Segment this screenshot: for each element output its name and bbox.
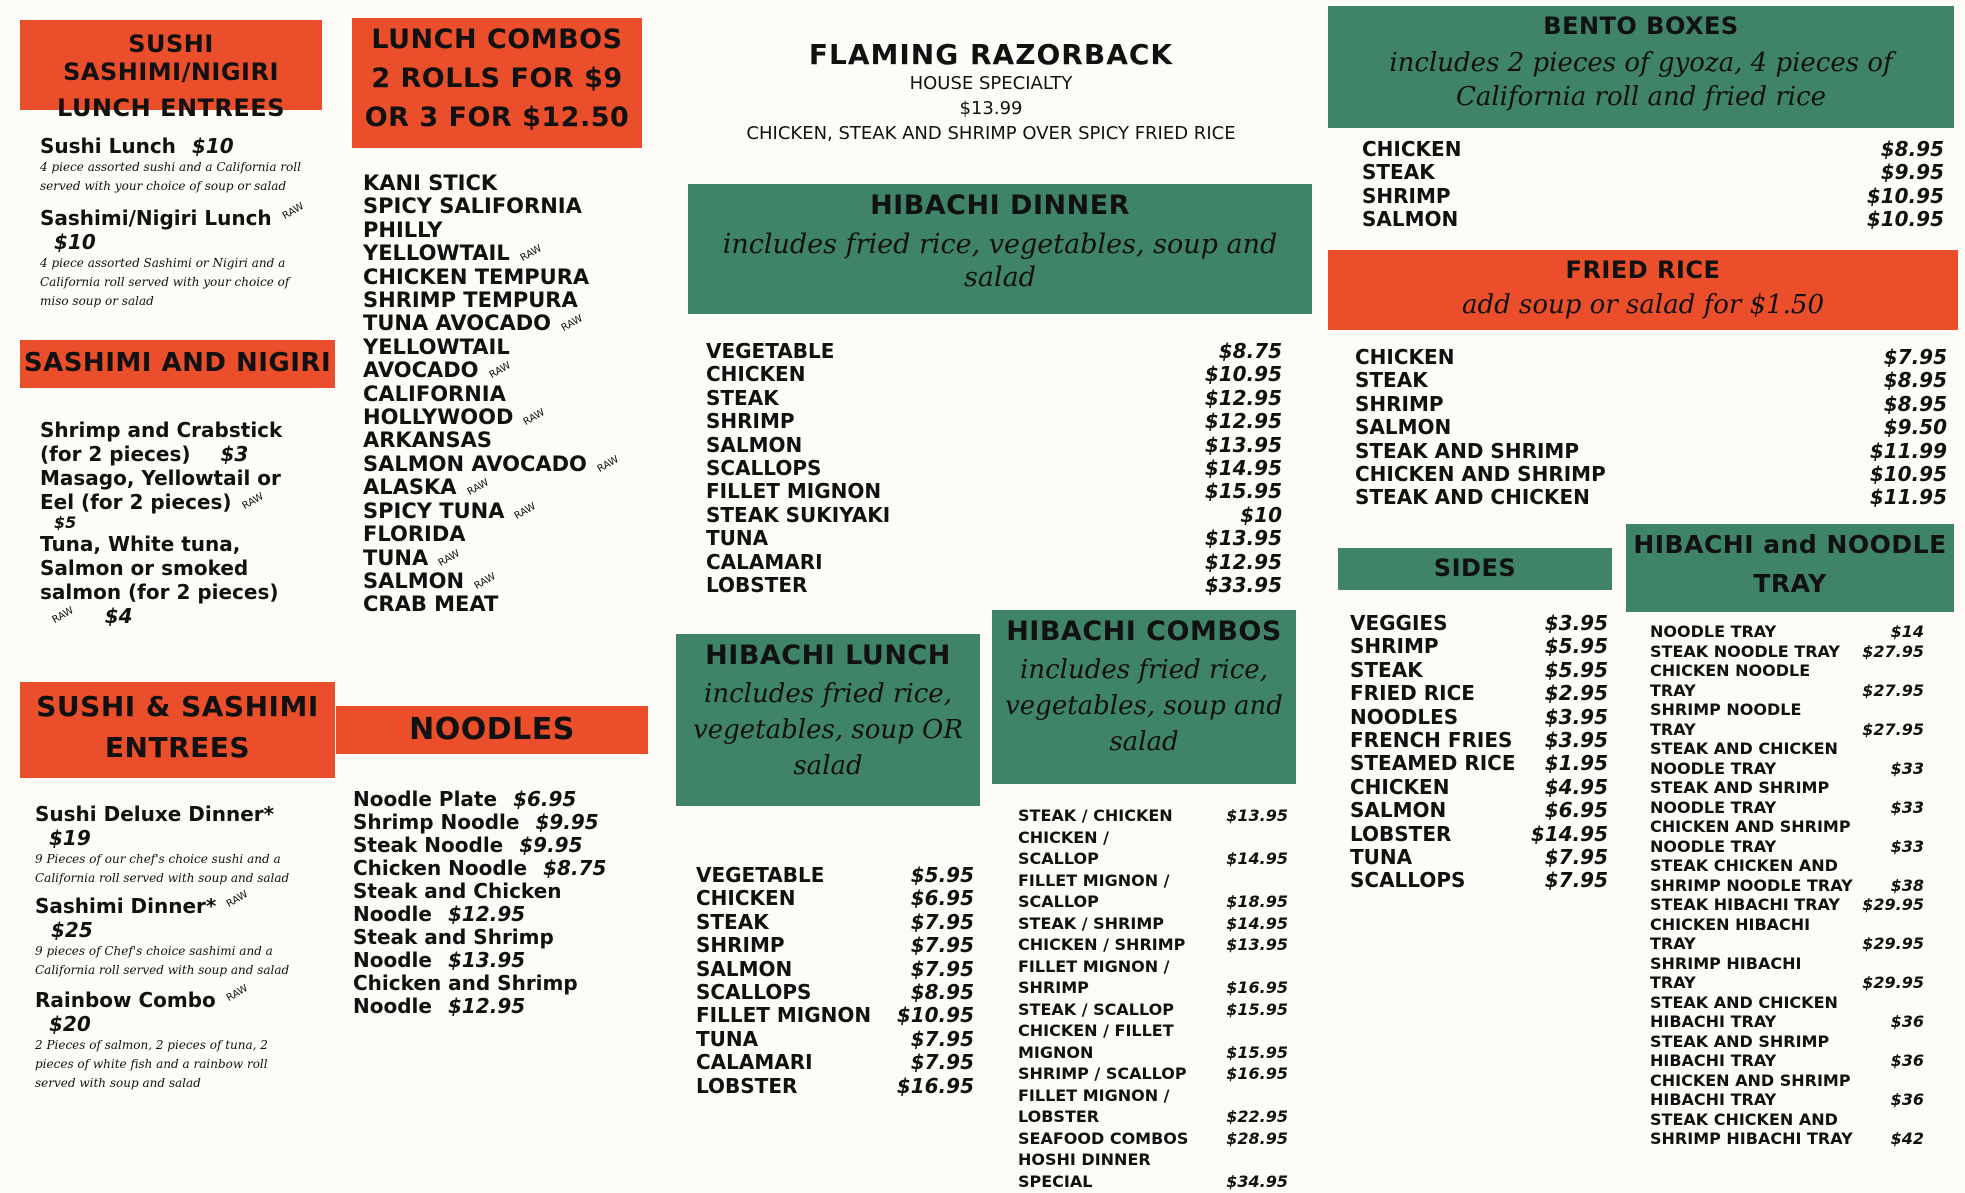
lunch-combos-header xyxy=(352,18,642,148)
item-name: Sushi Deluxe Dinner* xyxy=(35,802,275,826)
noodles-list xyxy=(353,788,643,1018)
item-line: CHICKEN NOODLE xyxy=(1650,661,1811,680)
item-line: STEAK AND SHRIMP xyxy=(1650,1031,1830,1051)
lunch-combos-title-3: OR 3 FOR $12.50 xyxy=(364,102,630,133)
house-specialty xyxy=(688,38,1294,144)
item-price: $16.95 xyxy=(1226,1064,1288,1083)
hibachi-dinner-sub-1: includes fried rice, vegetables, soup and xyxy=(722,229,1278,260)
item-line: SHRIMP / SCALLOP xyxy=(1018,1064,1187,1083)
raw-label: RAW xyxy=(472,570,498,592)
item-price: $33 xyxy=(1890,758,1924,778)
menu-row: SHRIMP $7.95 xyxy=(696,933,974,958)
item-name: Sashimi Dinner* xyxy=(35,894,217,918)
item-price: $29.95 xyxy=(1862,895,1924,914)
sushi-entrees-title-2: ENTREES xyxy=(104,731,251,764)
sides-list xyxy=(1350,612,1608,893)
item-price: $14 xyxy=(1890,622,1924,641)
menu-row: LOBSTER $14.95 xyxy=(1350,821,1608,846)
menu-row: SALMON $6.95 xyxy=(1350,798,1608,823)
menu-row: TUNA $7.95 xyxy=(696,1026,974,1051)
line: Masago, Yellowtail or xyxy=(40,466,281,490)
item-line: STEAK AND CHICKEN xyxy=(1650,992,1838,1012)
hibachi-dinner-header xyxy=(688,184,1312,314)
menu-row: STEAK AND SHRIMP $11.99 xyxy=(1355,438,1947,463)
specialty-price: $13.99 xyxy=(959,98,1023,119)
sashimi-nigiri-header xyxy=(20,340,335,388)
raw-label: RAW xyxy=(518,243,544,265)
item-line: STEAK AND CHICKEN xyxy=(1650,739,1838,758)
raw-label: RAW xyxy=(224,983,250,1004)
menu-row: FRIED RICE $2.95 xyxy=(1350,681,1608,706)
menu-item: Noodle $12.95 xyxy=(353,994,526,1018)
hibachi-lunch-sub-2: vegetables, soup OR xyxy=(693,715,963,745)
item-price: $27.95 xyxy=(1862,719,1924,739)
specialty-description: CHICKEN, STEAK AND SHRIMP OVER SPICY FRIED RICE xyxy=(746,123,1236,144)
item-line: SHRIMP NOODLE TRAY xyxy=(1650,875,1853,895)
menu-row: SALMON $9.50 xyxy=(1355,415,1947,440)
item-price: $42 xyxy=(1890,1129,1924,1148)
sushi-lunch-header xyxy=(20,20,322,122)
item-price: $16.95 xyxy=(1226,978,1288,997)
menu-row: SCALLOPS $7.95 xyxy=(1350,868,1608,893)
menu-row: CHICKEN AND SHRIMP $10.95 xyxy=(1355,462,1947,487)
menu-row: CALAMARI $12.95 xyxy=(706,549,1282,574)
item-line: HOSHI DINNER xyxy=(1018,1150,1151,1169)
hibachi-combos-sub-2: vegetables, soup and xyxy=(1005,691,1283,721)
list-item: SALMON AVOCADO RAW xyxy=(363,453,633,476)
bento-list xyxy=(1362,138,1944,232)
sashimi-nigiri-title: SASHIMI AND NIGIRI xyxy=(23,348,332,378)
item-price: $4 xyxy=(104,604,133,628)
menu-item: Steak and Shrimp xyxy=(353,925,554,949)
noodles-header xyxy=(336,706,648,754)
sides-header xyxy=(1338,548,1612,590)
list-item: SPICY SALIFORNIA xyxy=(363,194,582,219)
bento-header xyxy=(1328,6,1954,128)
item-name: Sashimi/Nigiri Lunch xyxy=(40,206,272,230)
list-item: SPICY TUNA RAW xyxy=(363,500,633,523)
item-line: SHRIMP NOODLE xyxy=(1650,700,1802,719)
item-price: $27.95 xyxy=(1862,641,1924,661)
raw-label: RAW xyxy=(225,889,251,910)
list-item: PHILLY xyxy=(363,217,443,242)
item-price: $10 xyxy=(54,230,96,254)
item-price: $10 xyxy=(191,134,234,158)
raw-label: RAW xyxy=(280,201,306,222)
item-line: SHRIMP HIBACHI TRAY xyxy=(1650,1129,1853,1148)
item-price: $13.95 xyxy=(1226,935,1288,954)
menu-row: STEAK AND CHICKEN $11.95 xyxy=(1355,485,1947,510)
hibachi-lunch-header xyxy=(676,634,980,806)
specialty-subtitle: HOUSE SPECIALTY xyxy=(909,73,1073,94)
menu-row: STEAMED RICE $1.95 xyxy=(1350,751,1608,776)
menu-row: VEGETABLE $5.95 xyxy=(696,863,974,887)
menu-item: Steak and Chicken xyxy=(353,879,562,903)
list-item: TUNA AVOCADO RAW xyxy=(363,312,633,335)
item-description: 9 Pieces of our chef's choice sushi and a California roll served with soup and salad xyxy=(35,852,290,885)
raw-label: RAW xyxy=(436,547,463,569)
noodle-tray-header xyxy=(1626,524,1954,612)
item-description: 9 pieces of Chef's choice sashimi and a California roll served with soup and salad xyxy=(35,944,290,977)
hibachi-combos-title: HIBACHI COMBOS xyxy=(1006,616,1282,647)
item-price: $25 xyxy=(51,918,93,942)
item-line: STEAK / CHICKEN xyxy=(1018,806,1173,825)
hibachi-dinner-title: HIBACHI DINNER xyxy=(870,190,1130,221)
line: salmon (for 2 pieces) xyxy=(40,580,279,604)
noodles-title: NOODLES xyxy=(409,712,575,747)
item-price: $15.95 xyxy=(1226,1042,1288,1062)
list-item: ARKANSAS xyxy=(363,428,493,453)
item-line: STEAK / SCALLOP xyxy=(1018,999,1174,1019)
raw-label: RAW xyxy=(487,360,513,382)
item-line: FILLET MIGNON / xyxy=(1018,1085,1170,1105)
lunch-combos-title-2: 2 ROLLS FOR $9 xyxy=(371,63,623,94)
menu-row: SALMON $7.95 xyxy=(696,956,974,981)
menu-row: TUNA $7.95 xyxy=(1350,845,1608,870)
menu-row: CHICKEN $7.95 xyxy=(1355,345,1947,369)
item-name: Sushi Lunch xyxy=(40,134,176,158)
item-line: HIBACHI TRAY xyxy=(1650,1051,1777,1070)
menu-item: Steak Noodle $9.95 xyxy=(353,833,583,857)
menu-row: CHICKEN $6.95 xyxy=(696,886,974,911)
item-price: $14.95 xyxy=(1226,849,1288,868)
list-item: KANI STICK xyxy=(363,171,498,195)
menu-item xyxy=(40,134,310,158)
sushi-entrees-list xyxy=(35,802,305,1093)
noodle-tray-title-1: HIBACHI and NOODLE xyxy=(1633,530,1947,559)
item-line: CHICKEN AND SHRIMP xyxy=(1650,1070,1851,1090)
noodle-tray-list xyxy=(1650,622,1924,1192)
item-line: SCALLOP xyxy=(1018,892,1099,911)
menu-row: VEGGIES $3.95 xyxy=(1350,611,1608,635)
raw-label: RAW xyxy=(50,605,76,627)
item-line: SHRIMP xyxy=(1018,978,1089,997)
bento-title: BENTO BOXES xyxy=(1543,12,1739,40)
menu-row: FILLET MIGNON $10.95 xyxy=(696,1003,974,1028)
hibachi-lunch-sub-3: salad xyxy=(793,751,863,781)
item-line: CHICKEN / SHRIMP xyxy=(1018,935,1186,954)
item-price: $19 xyxy=(49,826,91,850)
item-line: CHICKEN / xyxy=(1018,827,1109,847)
item-price: $27.95 xyxy=(1862,680,1924,700)
raw-label: RAW xyxy=(559,313,585,335)
menu-row: TUNA $13.95 xyxy=(706,526,1282,551)
item-name: Rainbow Combo xyxy=(35,988,216,1012)
item-price: $36 xyxy=(1890,1012,1924,1031)
item-price: $29.95 xyxy=(1862,934,1924,953)
raw-label: RAW xyxy=(595,453,621,475)
menu-item: Noodle $12.95 xyxy=(353,902,526,926)
menu-row: VEGETABLE $8.75 xyxy=(706,339,1282,363)
hibachi-dinner-list xyxy=(706,340,1282,597)
item-price: $33 xyxy=(1890,836,1924,856)
list-item: AVOCADO RAW xyxy=(363,359,633,382)
sushi-lunch-title-2: LUNCH ENTREES xyxy=(57,94,285,122)
menu-row: FRENCH FRIES $3.95 xyxy=(1350,728,1608,753)
list-item: ALASKA RAW xyxy=(363,476,633,499)
item-price: $34.95 xyxy=(1226,1171,1288,1191)
noodle-tray-title-2: TRAY xyxy=(1753,569,1827,598)
hibachi-lunch-title: HIBACHI LUNCH xyxy=(705,640,951,671)
line: Shrimp and Crabstick xyxy=(40,418,283,442)
hibachi-combos-sub-3: salad xyxy=(1109,727,1179,757)
item-line: STEAK CHICKEN AND xyxy=(1650,1109,1838,1129)
hibachi-combos-sub-1: includes fried rice, xyxy=(1020,655,1268,685)
hibachi-combos-list xyxy=(1018,806,1288,1192)
menu-row: LOBSTER $33.95 xyxy=(706,573,1282,598)
item-line: CHICKEN HIBACHI xyxy=(1650,914,1811,934)
sushi-entrees-header xyxy=(20,682,335,778)
item-line: STEAK / SHRIMP xyxy=(1018,913,1164,933)
menu-row: SALMON $10.95 xyxy=(1362,207,1944,232)
menu-row: SHRIMP $12.95 xyxy=(706,409,1282,434)
item-line: STEAK HIBACHI TRAY xyxy=(1650,895,1840,914)
list-item: CRAB MEAT xyxy=(363,592,499,617)
list-item: CHICKEN TEMPURA xyxy=(363,264,590,289)
specialty-title: FLAMING RAZORBACK xyxy=(808,38,1174,71)
item-line: TRAY xyxy=(1650,719,1696,739)
menu-row: SHRIMP $5.95 xyxy=(1350,634,1608,659)
menu-item: Chicken Noodle $8.75 xyxy=(353,856,607,880)
menu-row: CHICKEN $4.95 xyxy=(1350,774,1608,799)
menu-row: NOODLES $3.95 xyxy=(1350,704,1608,729)
item-price: $18.95 xyxy=(1226,892,1288,911)
fried-rice-title: FRIED RICE xyxy=(1565,256,1721,284)
item-price: $5 xyxy=(54,513,77,532)
item-price: $36 xyxy=(1890,1051,1924,1070)
menu-row: CHICKEN $8.95 xyxy=(1362,137,1944,161)
menu-row: STEAK $8.95 xyxy=(1355,368,1947,393)
item-price: $3 xyxy=(220,442,249,466)
item-line: NOODLE TRAY xyxy=(1650,797,1777,817)
item-price: $28.95 xyxy=(1226,1128,1288,1148)
menu-item xyxy=(35,983,305,1012)
item-line: MIGNON xyxy=(1018,1042,1094,1062)
item-line: HIBACHI TRAY xyxy=(1650,1012,1777,1031)
item-price: $15.95 xyxy=(1226,999,1288,1019)
sushi-lunch-list xyxy=(40,134,310,311)
sashimi-nigiri-list xyxy=(40,418,310,628)
menu-row: SALMON $13.95 xyxy=(706,432,1282,457)
item-line: FILLET MIGNON / xyxy=(1018,870,1170,890)
item-description: 2 Pieces of salmon, 2 pieces of tuna, 2 pieces of white fish and a rainbow roll served with soup and salad xyxy=(35,1038,268,1090)
item-line: CHICKEN AND SHRIMP xyxy=(1650,817,1851,836)
menu-row: FILLET MIGNON $15.95 xyxy=(706,479,1282,504)
list-item: YELLOWTAIL xyxy=(363,334,510,359)
bento-sub-2: California roll and fried rice xyxy=(1455,82,1827,112)
menu-row: SCALLOPS $14.95 xyxy=(706,456,1282,481)
item-line: TRAY xyxy=(1650,680,1696,700)
item-line: NOODLE TRAY xyxy=(1650,836,1777,856)
line: Salmon or smoked xyxy=(40,556,249,580)
item-price: $13.95 xyxy=(1226,806,1288,825)
menu-item xyxy=(40,201,310,230)
hibachi-dinner-sub-2: salad xyxy=(964,262,1036,293)
item-line: TRAY xyxy=(1650,934,1696,953)
item-line: FILLET MIGNON / xyxy=(1018,956,1170,976)
sides-title: SIDES xyxy=(1433,554,1517,582)
item-line: LOBSTER xyxy=(1018,1107,1100,1126)
fried-rice-header xyxy=(1328,250,1958,330)
item-description: 4 piece assorted Sashimi or Nigiri and a California roll served with your choice of miso soup or salad xyxy=(40,256,290,308)
item-line: STEAK AND SHRIMP xyxy=(1650,778,1830,797)
item-line: HIBACHI TRAY xyxy=(1650,1090,1777,1109)
line xyxy=(40,604,310,628)
lunch-combos-title-1: LUNCH COMBOS xyxy=(371,24,623,55)
menu-item: Chicken and Shrimp xyxy=(353,971,578,995)
lunch-combos-list xyxy=(363,172,633,617)
menu-row: STEAK SUKIYAKI $10 xyxy=(706,502,1282,527)
item-line: SCALLOP xyxy=(1018,849,1099,868)
menu-item: Noodle Plate $6.95 xyxy=(353,787,577,811)
menu-row: CHICKEN $10.95 xyxy=(706,362,1282,387)
item-price: $38 xyxy=(1890,875,1924,895)
item-price: $20 xyxy=(49,1012,91,1036)
fried-rice-sub: add soup or salad for $1.50 xyxy=(1461,290,1825,320)
raw-label: RAW xyxy=(240,491,266,513)
item-price: $36 xyxy=(1890,1090,1924,1109)
item-line: STEAK CHICKEN AND xyxy=(1650,856,1838,875)
fried-rice-list xyxy=(1355,346,1947,510)
line: Eel (for 2 pieces) RAW xyxy=(40,490,310,514)
line: Tuna, White tuna, xyxy=(40,532,241,556)
menu-row: CALAMARI $7.95 xyxy=(696,1050,974,1075)
list-item: SHRIMP TEMPURA xyxy=(363,288,578,313)
item-price: $29.95 xyxy=(1862,973,1924,992)
sushi-lunch-title-1: SUSHI SASHIMI/NIGIRI xyxy=(63,30,279,86)
item-price: $33 xyxy=(1890,797,1924,817)
raw-label: RAW xyxy=(513,500,539,522)
menu-row: STEAK $5.95 xyxy=(1350,657,1608,682)
raw-label: RAW xyxy=(522,407,548,429)
menu-row: STEAK $7.95 xyxy=(696,909,974,934)
raw-label: RAW xyxy=(465,477,491,499)
item-line: NOODLE TRAY xyxy=(1650,622,1777,641)
menu-row: SCALLOPS $8.95 xyxy=(696,980,974,1005)
hibachi-lunch-sub-1: includes fried rice, xyxy=(704,679,952,709)
hibachi-lunch-list xyxy=(696,864,974,1098)
item-price: $14.95 xyxy=(1226,913,1288,933)
menu-row: STEAK $9.95 xyxy=(1362,160,1944,185)
menu-row: LOBSTER $16.95 xyxy=(696,1073,974,1098)
list-item: FLORIDA xyxy=(363,522,466,547)
list-item: CALIFORNIA xyxy=(363,381,506,406)
list-item: SALMON RAW xyxy=(363,570,633,593)
menu-item: Noodle $13.95 xyxy=(353,948,526,972)
menu-item: Shrimp Noodle $9.95 xyxy=(353,810,599,834)
sushi-entrees-title-1: SUSHI & SASHIMI xyxy=(36,690,319,723)
item-line: SEAFOOD COMBOS xyxy=(1018,1128,1189,1148)
item-line: SPECIAL xyxy=(1018,1171,1093,1191)
item-line: STEAK NOODLE TRAY xyxy=(1650,641,1840,661)
menu-row: STEAK $12.95 xyxy=(706,385,1282,410)
list-item: YELLOWTAIL RAW xyxy=(363,242,633,265)
list-item: HOLLYWOOD RAW xyxy=(363,406,633,429)
item-line: TRAY xyxy=(1650,973,1696,992)
item-line: CHICKEN / FILLET xyxy=(1018,1021,1174,1040)
menu-item xyxy=(35,889,305,942)
line: (for 2 pieces) $3 xyxy=(40,442,249,466)
item-line: SHRIMP HIBACHI xyxy=(1650,953,1802,973)
hibachi-combos-header xyxy=(992,610,1296,784)
menu-row: SHRIMP $8.95 xyxy=(1355,391,1947,416)
item-description: 4 piece assorted sushi and a California roll served with your choice of soup or salad xyxy=(40,160,301,193)
bento-sub-1: includes 2 pieces of gyoza, 4 pieces of xyxy=(1389,48,1893,78)
list-item: TUNA RAW xyxy=(363,547,633,570)
item-price: $22.95 xyxy=(1226,1107,1288,1126)
item-line: NOODLE TRAY xyxy=(1650,758,1777,778)
menu-row: SHRIMP $10.95 xyxy=(1362,183,1944,208)
